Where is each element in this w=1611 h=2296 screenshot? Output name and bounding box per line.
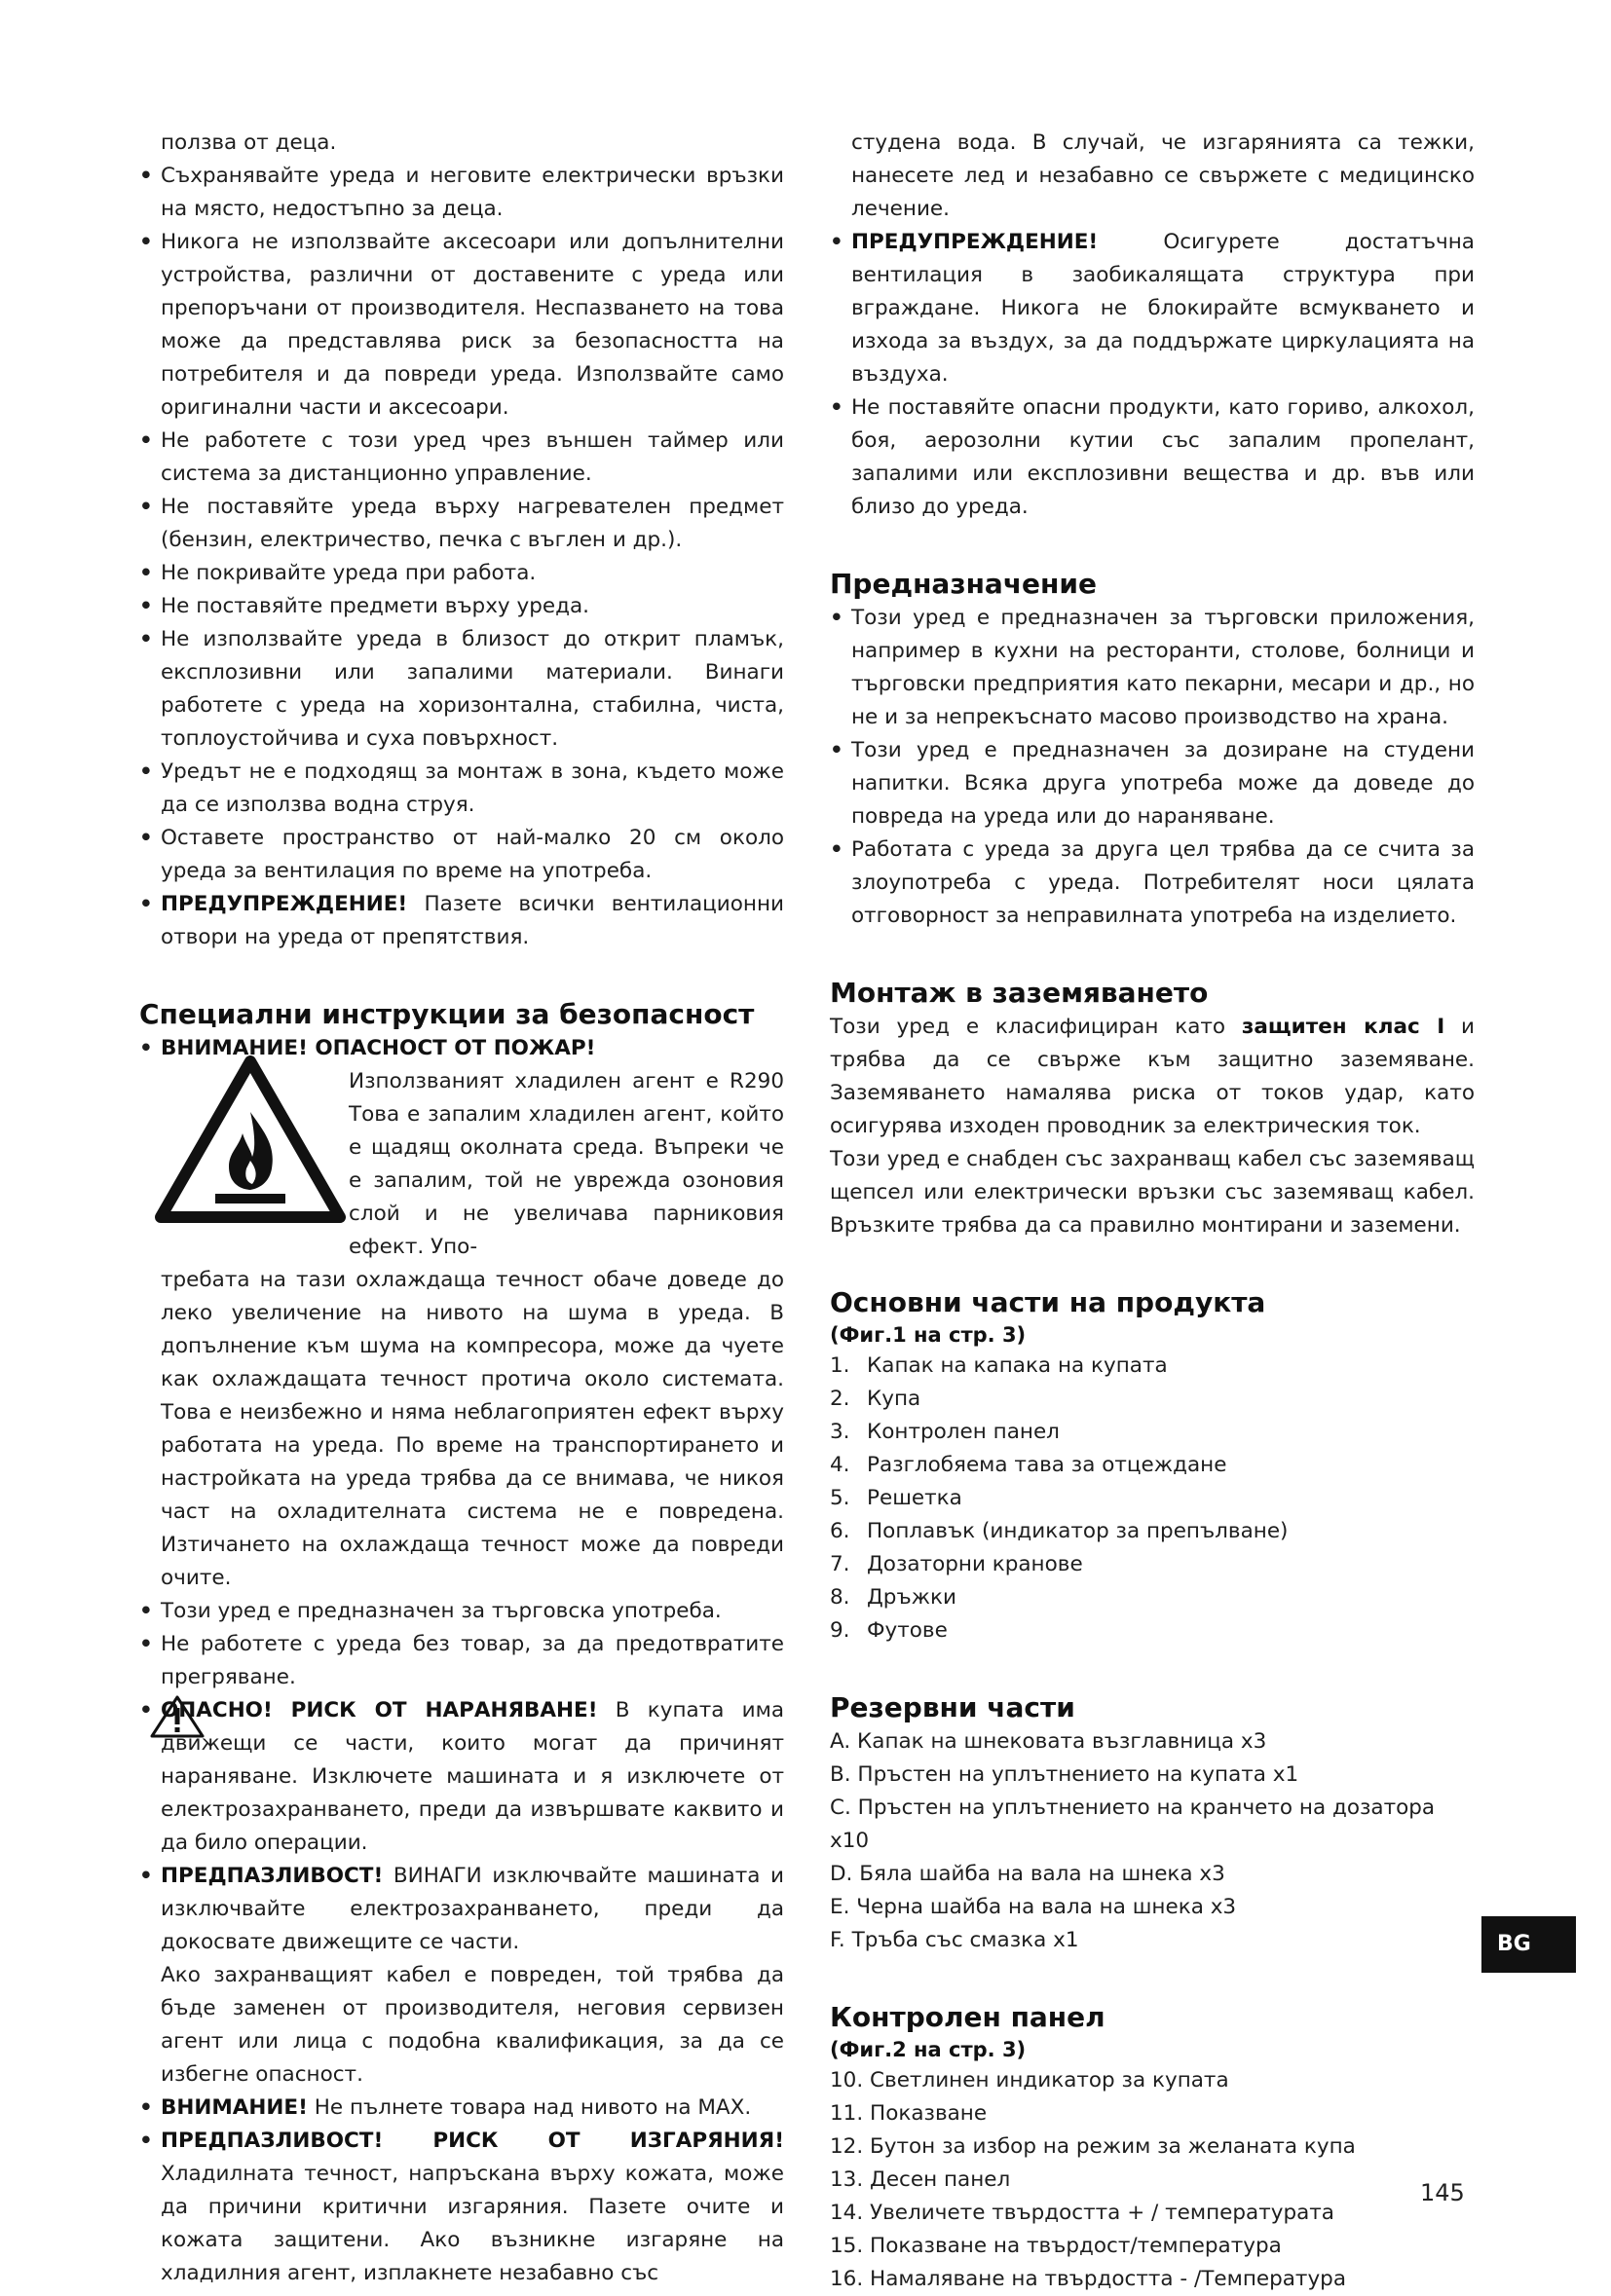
spare-parts-list xyxy=(830,1725,1475,1957)
flammable-warning-icon xyxy=(155,1055,346,1223)
section-title-grounding: Монтаж в заземяването xyxy=(830,977,1209,1009)
caution-item xyxy=(139,1860,784,1959)
safety-bullets xyxy=(139,160,784,954)
list-item: B. Пръстен на уплътнението на купата x1 xyxy=(830,1762,1299,1787)
refrigerant-text-continued: требата на тази охлаждаща течност обаче доведе до леко увеличение на нивото на шума в уреда. В допълнение към шума на компресора, може да чуете как охлаждащата течност протича около системата. Това е неизбежно и няма неблагоприятен ефект върху работата на уреда. По време на транспортирането и настройката на уреда трябва да се внимава, че никоя част на охладителната система не е повредена. Изтичането на охлаждаща течност може да повреди очите. xyxy=(161,1268,784,1590)
list-item: D. Бяла шайба на вала на шнека x3 xyxy=(830,1862,1225,1886)
warning-text: Пазете всички вентилационни отвори на уреда от препятствия. xyxy=(161,892,784,949)
fire-warning-label: • ВНИМАНИЕ! ОПАСНОСТ ОТ ПОЖАР! xyxy=(139,1032,784,1065)
list-item: • Не поставяйте опасни продукти, като гориво, алкохол, боя, аерозолни кутии със запалим пропелант, запалими или експлозивни вещества и др. във или близо до уреда. xyxy=(830,391,1475,524)
burn-item xyxy=(139,2125,784,2290)
section-title-spare-parts: Резервни части xyxy=(830,1691,1075,1723)
page-number: 145 xyxy=(1420,2179,1465,2206)
burn-text: Хладилната течност, напръскана върху кожата, може да причини критични изгаряния. Пазете очите и кожата защитени. Ако възникне изгаряне на хладилния агент, изплакнете незабавно със xyxy=(161,2162,784,2285)
control-panel-list xyxy=(830,2064,1475,2296)
danger-block xyxy=(139,1694,784,1860)
list-item: • Не покривайте уреда при работа. xyxy=(139,557,784,590)
control-panel-figure-ref: (Фиг.2 на стр. 3) xyxy=(830,2038,1027,2061)
list-item: 10. Светлинен индикатор за купата xyxy=(830,2068,1229,2092)
grounding-text: Този уред е класифициран като защитен клас I и трябва да се свърже към защитно заземяване. Заземяването намалява риска от токов удар, като осигурява изходен проводник за електрическия ток. xyxy=(830,1015,1475,1138)
caution-label: ПРЕДПАЗЛИВОСТ! xyxy=(161,1864,384,1888)
list-item: • Не поставяйте уреда върху нагревателен предмет (бензин, електричество, печка с въглен и др.). xyxy=(139,491,784,557)
list-item: 11. Показване xyxy=(830,2101,988,2126)
list-item: 14. Увеличете твърдостта + / температурата xyxy=(830,2201,1334,2225)
intro-text: ползва от деца. xyxy=(161,130,337,155)
list-item: • Работата с уреда за друга цел трябва да се счита за злоупотреба с уреда. Потребителят носи цялата отговорност за неправилната употреба на изделието. xyxy=(830,833,1475,933)
attention-item xyxy=(139,2092,784,2125)
main-parts-list xyxy=(830,1350,1475,1648)
danger-label: ОПАСНО! РИСК ОТ НАРАНЯВАНЕ! xyxy=(161,1698,598,1722)
section-title-special-safety: Специални инструкции за безопасност xyxy=(139,998,755,1030)
attention-label: ВНИМАНИЕ! xyxy=(161,2095,308,2120)
warning-item xyxy=(139,888,784,954)
caution-text: ВИНАГИ изключвайте машината и изключвайте електрозахранването, преди да докосвате движещите се части. xyxy=(161,1864,784,1954)
section-title-main-parts: Основни части на продукта xyxy=(830,1286,1266,1318)
list-item: 16. Намаляване на твърдостта - /Температура xyxy=(830,2267,1346,2291)
list-item: 2. Купа xyxy=(830,1387,921,1411)
list-item: 1. Капак на капака на купата xyxy=(830,1353,1168,1378)
list-item: C. Пръстен на уплътнението на кранчето на дозатора x10 xyxy=(830,1796,1436,1853)
fire-warning-block xyxy=(139,1032,784,1595)
list-item: 9. Футове xyxy=(830,1618,948,1643)
left-column xyxy=(139,127,784,2290)
danger-text: В купата има движещи се части, които могат да причинят нараняване. Изключете машината и я изключете от електрозахранването, преди да извършвате каквито и да било операции. xyxy=(161,1698,784,1855)
section-title-control-panel: Контролен панел xyxy=(830,2001,1105,2033)
list-item: F. Тръба със смазка x1 xyxy=(830,1928,1079,1952)
warning-item xyxy=(830,226,1475,391)
list-item: • Този уред е предназначен за търговска употреба. xyxy=(139,1595,784,1628)
list-item: • Не работете с уреда без товар, за да предотвратите прегряване. xyxy=(139,1628,784,1694)
right-column xyxy=(830,127,1475,2296)
list-item: • Този уред е предназначен за дозиране на студени напитки. Всяка друга употреба може да доведе до повреда на уреда или до нараняване. xyxy=(830,734,1475,833)
burn-label: ПРЕДПАЗЛИВОСТ! РИСК ОТ ИЗГАРЯНИЯ! xyxy=(161,2129,784,2153)
list-item: 8. Дръжки xyxy=(830,1585,956,1610)
list-item: • Уредът не е подходящ за монтаж в зона, където може да се използва водна струя. xyxy=(139,756,784,822)
list-item: 12. Бутон за избор на режим за желаната купа xyxy=(830,2134,1356,2159)
list-item: 5. Решетка xyxy=(830,1486,962,1510)
burn-text-continued: студена вода. В случай, че изгарянията са тежки, нанесете лед и незабавно се свържете с медицинско лечение. xyxy=(851,130,1475,221)
section-title-purpose: Предназначение xyxy=(830,568,1097,600)
list-item: • Не работете с този уред чрез външен таймер или система за дистанционно управление. xyxy=(139,425,784,491)
list-item: A. Капак на шнековата възглавница x3 xyxy=(830,1729,1267,1754)
warning-label: ПРЕДУПРЕЖДЕНИЕ! xyxy=(161,892,408,916)
list-item: 6. Поплавък (индикатор за препълване) xyxy=(830,1519,1289,1543)
list-item: • Съхранявайте уреда и неговите електрически връзки на място, недостъпно за деца. xyxy=(139,160,784,226)
refrigerant-text: Използваният хладилен агент е R290 Това е запалим хладилен агент, който е щадящ околната среда. Въпреки че е запалим, той не уврежда озоновия слой и не увеличава парниковия ефект. Упо- xyxy=(349,1069,784,1259)
warning-text: Осигурете достатъчна вентилация в заобикалящата структура при вграждане. Никога не блокирайте всмукването и изхода за въздух, за да поддържате циркулацията на въздуха. xyxy=(851,230,1475,387)
list-item: 3. Контролен панел xyxy=(830,1420,1060,1444)
language-badge: BG xyxy=(1481,1916,1576,1973)
grounding-text-2: Този уред е снабден със захранващ кабел със заземяващ щепсел или електрически връзки със заземяващ кабел. Връзките трябва да са правилно монтирани и заземени. xyxy=(830,1147,1475,1238)
list-item: E. Черна шайба на вала на шнека x3 xyxy=(830,1895,1237,1919)
list-item: 4. Разглобяема тава за отцеждане xyxy=(830,1453,1227,1477)
list-item: • Този уред е предназначен за търговски приложения, например в кухни на ресторанти, столове, болници и търговски предприятия като пекарни, месари и др., но не и за непрекъснато масово производство на храна. xyxy=(830,602,1475,734)
list-item: 7. Дозаторни кранове xyxy=(830,1552,1083,1576)
list-item: • Никога не използвайте аксесоари или допълнителни устройства, различни от доставените с уреда или препоръчани от производителя. Неспазването на това може да представлява риск за безопасността на потребителя и да повреди уреда. Използвайте само оригинални части и аксесоари. xyxy=(139,226,784,425)
main-parts-figure-ref: (Фиг.1 на стр. 3) xyxy=(830,1323,1027,1347)
cable-text: Ако захранващият кабел е повреден, той трябва да бъде заменен от производителя, неговия сервизен агент или лица с подобна квалификация, за да се избегне опасност. xyxy=(161,1963,784,2087)
list-item: • Оставете пространство от най-малко 20 см около уреда за вентилация по време на употреба. xyxy=(139,822,784,888)
list-item: • Не поставяйте предмети върху уреда. xyxy=(139,590,784,623)
warning-label: ПРЕДУПРЕЖДЕНИЕ! xyxy=(851,230,1099,254)
list-item: 13. Десен панел xyxy=(830,2167,1011,2192)
danger-item xyxy=(139,1694,784,1860)
list-item: • Не използвайте уреда в близост до открит пламък, експлозивни или запалими материали. Винаги работете с уреда на хоризонтална, стабилна, чиста, топлоустойчива и суха повърхност. xyxy=(139,623,784,756)
list-item: 15. Показване на твърдост/температура xyxy=(830,2234,1282,2258)
attention-text: Не пълнете товара над нивото на MAX. xyxy=(307,2095,752,2120)
